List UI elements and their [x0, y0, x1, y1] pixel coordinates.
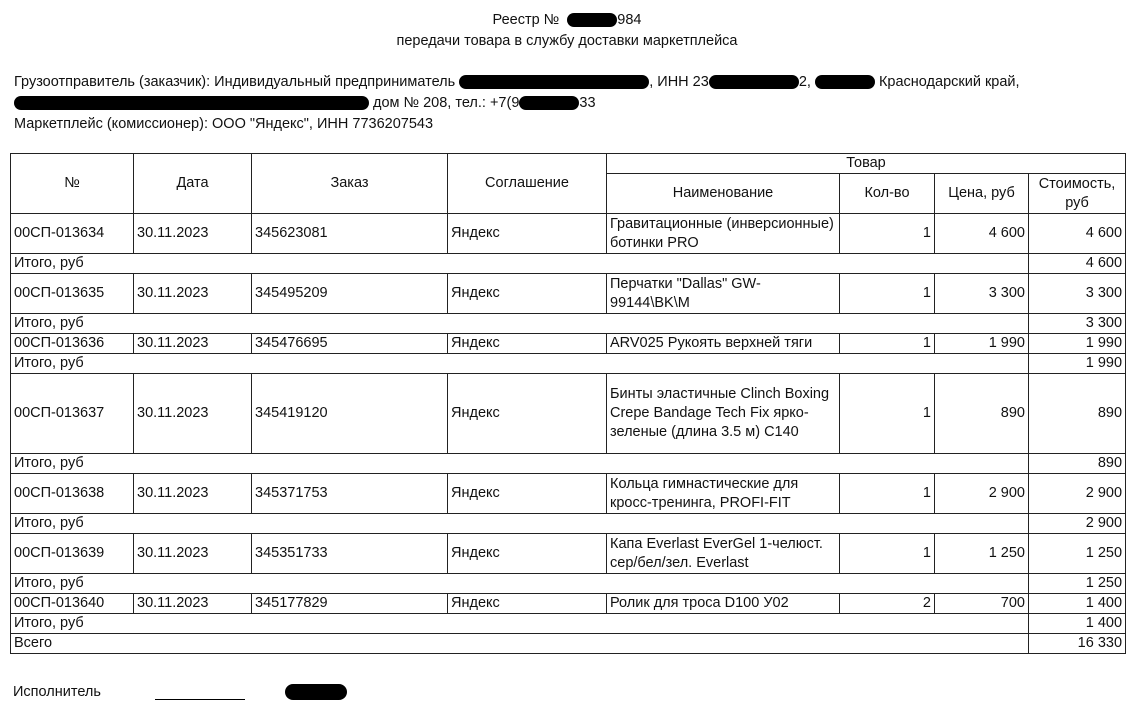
redaction-mark	[709, 75, 799, 89]
cell-price: 1 250	[935, 534, 1029, 574]
table-row	[11, 534, 1126, 574]
cell-cost: 3 300	[1029, 274, 1126, 314]
registry-subtitle: передачи товара в службу доставки маркетплейса	[396, 33, 738, 49]
header-date: Дата	[134, 154, 252, 214]
cell-number: 00СП-013640	[11, 594, 134, 614]
header-info	[14, 72, 1020, 135]
cell-agreement: Яндекс	[448, 374, 607, 454]
table-row	[11, 214, 1126, 254]
header-order: Заказ	[252, 154, 448, 214]
subtotal-value: 1 990	[1029, 354, 1126, 374]
cell-product-name: Перчатки "Dallas" GW-99144\BK\M	[607, 274, 840, 314]
subtotal-row	[11, 314, 1126, 334]
cell-agreement: Яндекс	[448, 474, 607, 514]
cell-cost: 1 990	[1029, 334, 1126, 354]
cell-product-name: Гравитационные (инверсионные) ботинки PRO	[607, 214, 840, 254]
subtotal-value: 3 300	[1029, 314, 1126, 334]
subtotal-value: 1 400	[1029, 614, 1126, 634]
cell-qty: 1	[840, 374, 935, 454]
cell-number: 00СП-013635	[11, 274, 134, 314]
cell-product-name: Кольца гимнастические для кросс-тренинга, PROFI-FIT	[607, 474, 840, 514]
subtotal-label: Итого, руб	[11, 314, 1029, 334]
registry-label: Реестр №	[492, 12, 560, 28]
shipper-prefix: Грузоотправитель (заказчик): Индивидуальный предприниматель	[14, 74, 456, 90]
cell-cost: 2 900	[1029, 474, 1126, 514]
header-price: Цена, руб	[935, 174, 1029, 214]
redaction-mark	[285, 684, 347, 700]
shipper-address: дом № 208, тел.: +7(9	[373, 95, 520, 111]
cell-cost: 1 400	[1029, 594, 1126, 614]
header-agreement: Соглашение	[448, 154, 607, 214]
redaction-mark	[459, 75, 649, 89]
cell-qty: 1	[840, 214, 935, 254]
shipper-region: Краснодарский край,	[878, 74, 1020, 90]
grand-total-value: 16 330	[1029, 634, 1126, 654]
cell-number: 00СП-013634	[11, 214, 134, 254]
subtotal-label: Итого, руб	[11, 454, 1029, 474]
cell-product-name: Капа Everlast EverGel 1-челюст. сер/бел/зел. Everlast	[607, 534, 840, 574]
cell-order: 345177829	[252, 594, 448, 614]
cell-price: 1 990	[935, 334, 1029, 354]
cell-date: 30.11.2023	[134, 374, 252, 454]
table-row	[11, 274, 1126, 314]
table-row	[11, 594, 1126, 614]
cell-qty: 1	[840, 534, 935, 574]
cell-price: 2 900	[935, 474, 1029, 514]
cell-qty: 2	[840, 594, 935, 614]
cell-order: 345623081	[252, 214, 448, 254]
document-title	[0, 10, 1134, 52]
executor-label: Исполнитель	[13, 684, 101, 700]
cell-agreement: Яндекс	[448, 214, 607, 254]
cell-agreement: Яндекс	[448, 334, 607, 354]
subtotal-value: 2 900	[1029, 514, 1126, 534]
signature-block	[13, 684, 347, 700]
cell-date: 30.11.2023	[134, 214, 252, 254]
cell-cost: 1 250	[1029, 534, 1126, 574]
cell-product-name: ARV025 Рукоять верхней тяги	[607, 334, 840, 354]
cell-date: 30.11.2023	[134, 274, 252, 314]
cell-order: 345419120	[252, 374, 448, 454]
subtotal-label: Итого, руб	[11, 614, 1029, 634]
cell-order: 345351733	[252, 534, 448, 574]
redaction-mark	[815, 75, 875, 89]
cell-agreement: Яндекс	[448, 274, 607, 314]
cell-product-name: Бинты эластичные Clinch Boxing Crepe Bandage Tech Fix ярко-зеленые (длина 3.5 м) C140	[607, 374, 840, 454]
cell-order: 345476695	[252, 334, 448, 354]
shipper-line-2	[14, 93, 1020, 114]
registry-title	[0, 10, 1134, 31]
cell-agreement: Яндекс	[448, 594, 607, 614]
shipper-line-1	[14, 72, 1020, 93]
header-cost: Стоимость, руб	[1029, 174, 1126, 214]
cell-qty: 1	[840, 334, 935, 354]
redaction-mark	[567, 13, 617, 27]
cell-agreement: Яндекс	[448, 534, 607, 574]
subtotal-value: 890	[1029, 454, 1126, 474]
shipper-inn: , ИНН 23	[649, 74, 709, 90]
cell-number: 00СП-013638	[11, 474, 134, 514]
cell-cost: 890	[1029, 374, 1126, 454]
subtotal-row	[11, 614, 1126, 634]
table-row	[11, 474, 1126, 514]
signature-line	[155, 685, 245, 700]
header-name: Наименование	[607, 174, 840, 214]
cell-date: 30.11.2023	[134, 334, 252, 354]
cell-price: 700	[935, 594, 1029, 614]
subtotal-row	[11, 454, 1126, 474]
subtotal-label: Итого, руб	[11, 254, 1029, 274]
table-row	[11, 374, 1126, 454]
shipper-phone-tail: 33	[579, 95, 596, 111]
marketplace-line: Маркетплейс (комиссионер): ООО "Яндекс", ИНН 7736207543	[14, 116, 434, 132]
header-goods: Товар	[607, 154, 1126, 174]
cell-number: 00СП-013637	[11, 374, 134, 454]
cell-cost: 4 600	[1029, 214, 1126, 254]
cell-order: 345371753	[252, 474, 448, 514]
cell-qty: 1	[840, 474, 935, 514]
subtotal-label: Итого, руб	[11, 574, 1029, 594]
cell-number: 00СП-013639	[11, 534, 134, 574]
subtotal-row	[11, 514, 1126, 534]
redaction-mark	[519, 96, 579, 110]
redaction-mark	[14, 96, 369, 110]
cell-price: 3 300	[935, 274, 1029, 314]
registry-number-tail: 984	[617, 12, 642, 28]
subtotal-row	[11, 254, 1126, 274]
subtotal-label: Итого, руб	[11, 514, 1029, 534]
header-qty: Кол-во	[840, 174, 935, 214]
subtotal-value: 1 250	[1029, 574, 1126, 594]
cell-number: 00СП-013636	[11, 334, 134, 354]
subtotal-row	[11, 354, 1126, 374]
table-row	[11, 334, 1126, 354]
registry-table	[10, 153, 1126, 654]
cell-order: 345495209	[252, 274, 448, 314]
cell-product-name: Ролик для троса D100 У02	[607, 594, 840, 614]
cell-price: 4 600	[935, 214, 1029, 254]
cell-date: 30.11.2023	[134, 594, 252, 614]
cell-qty: 1	[840, 274, 935, 314]
subtotal-value: 4 600	[1029, 254, 1126, 274]
grand-total-label: Всего	[11, 634, 1029, 654]
cell-price: 890	[935, 374, 1029, 454]
cell-date: 30.11.2023	[134, 534, 252, 574]
header-no: №	[11, 154, 134, 214]
cell-date: 30.11.2023	[134, 474, 252, 514]
subtotal-row	[11, 574, 1126, 594]
subtotal-label: Итого, руб	[11, 354, 1029, 374]
shipper-inn-tail: 2,	[798, 74, 811, 90]
grand-total-row	[11, 634, 1126, 654]
